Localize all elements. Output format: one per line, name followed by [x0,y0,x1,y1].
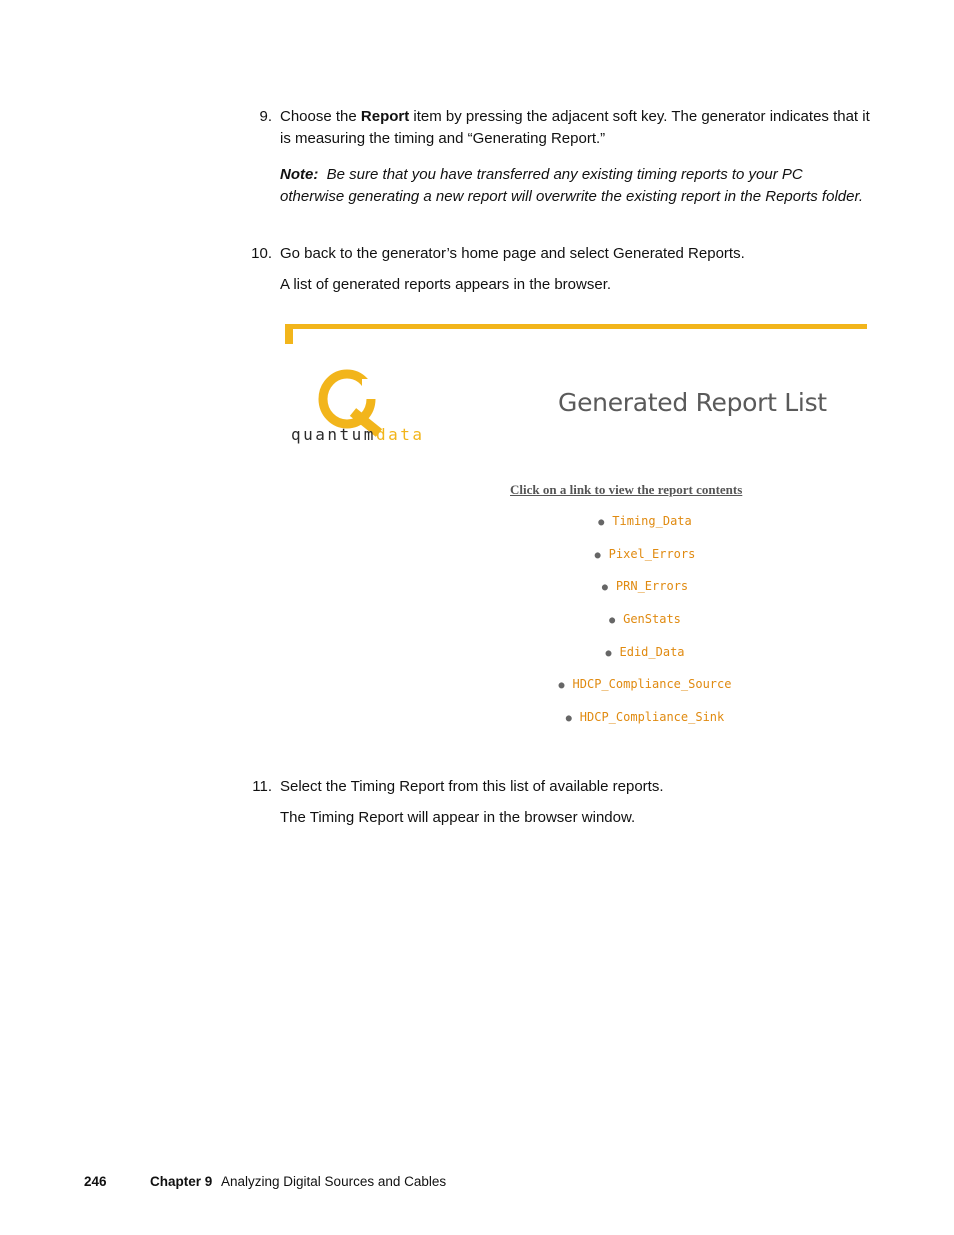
step-text: A list of generated reports appears in the browser. [280,276,612,293]
instruction-link-text: Click on a link to view the report contents [510,482,743,497]
logo-wordmark: quantumdata [291,425,425,444]
list-item [445,514,845,547]
step-10-result [280,274,870,296]
step-text: Go back to the generator’s home page and select Generated Reports. [280,245,745,262]
bullet-icon: ● [605,647,612,659]
report-link-edid-data[interactable]: Edid_Data [619,644,685,659]
step-11 [252,776,870,798]
step-10 [251,243,870,265]
step-bold-term: Report [360,108,410,125]
bullet-icon: ● [565,713,572,725]
step-text: Choose the [280,108,361,125]
note-label: Note: [280,166,319,183]
list-item [445,710,845,743]
step-text: item by pressing the adjacent soft key. The generator indicates that it is measuring the timing and “Generating Report.” [280,108,870,147]
page-number: 246 [84,1174,107,1189]
step-text: The Timing Report will appear in the browser window. [280,809,636,826]
report-list [445,514,845,743]
step-11-result [280,807,870,829]
list-item [445,677,845,710]
report-link-prn-errors[interactable]: PRN_Errors [615,579,689,594]
list-item [445,612,845,645]
chapter-title: Analyzing Digital Sources and Cables [221,1174,447,1189]
report-list-screenshot [285,322,868,742]
note [280,164,865,208]
report-link-hdcp-compliance-source[interactable]: HDCP_Compliance_Source [572,677,732,692]
bullet-icon: ● [609,615,616,627]
page-title: Generated Report List [558,388,827,417]
bullet-icon: ● [601,582,608,594]
list-item [445,645,845,678]
note-text: Be sure that you have transferred any existing timing reports to your PC otherwise generating a new report will overwrite the existing report in the Reports folder. [280,166,864,205]
bullet-icon: ● [598,517,605,528]
step-9 [259,106,870,150]
list-item [445,547,845,580]
report-link-hdcp-compliance-sink[interactable]: HDCP_Compliance_Sink [579,710,725,725]
report-link-pixel-errors[interactable]: Pixel_Errors [608,546,696,561]
report-link-genstats[interactable]: GenStats [623,612,681,627]
step-number: 10. [251,245,272,262]
header-accent-bar [285,324,867,329]
step-number: 9. [259,108,272,125]
list-item [445,579,845,612]
bullet-icon: ● [558,680,565,692]
header-accent-corner [285,324,293,344]
step-text: Select the Timing Report from this list of available reports. [280,778,664,795]
step-number: 11. [252,778,272,795]
chapter-label: Chapter 9 [150,1174,213,1189]
bullet-icon: ● [594,549,601,561]
report-link-timing-data[interactable]: Timing_Data [612,514,692,528]
